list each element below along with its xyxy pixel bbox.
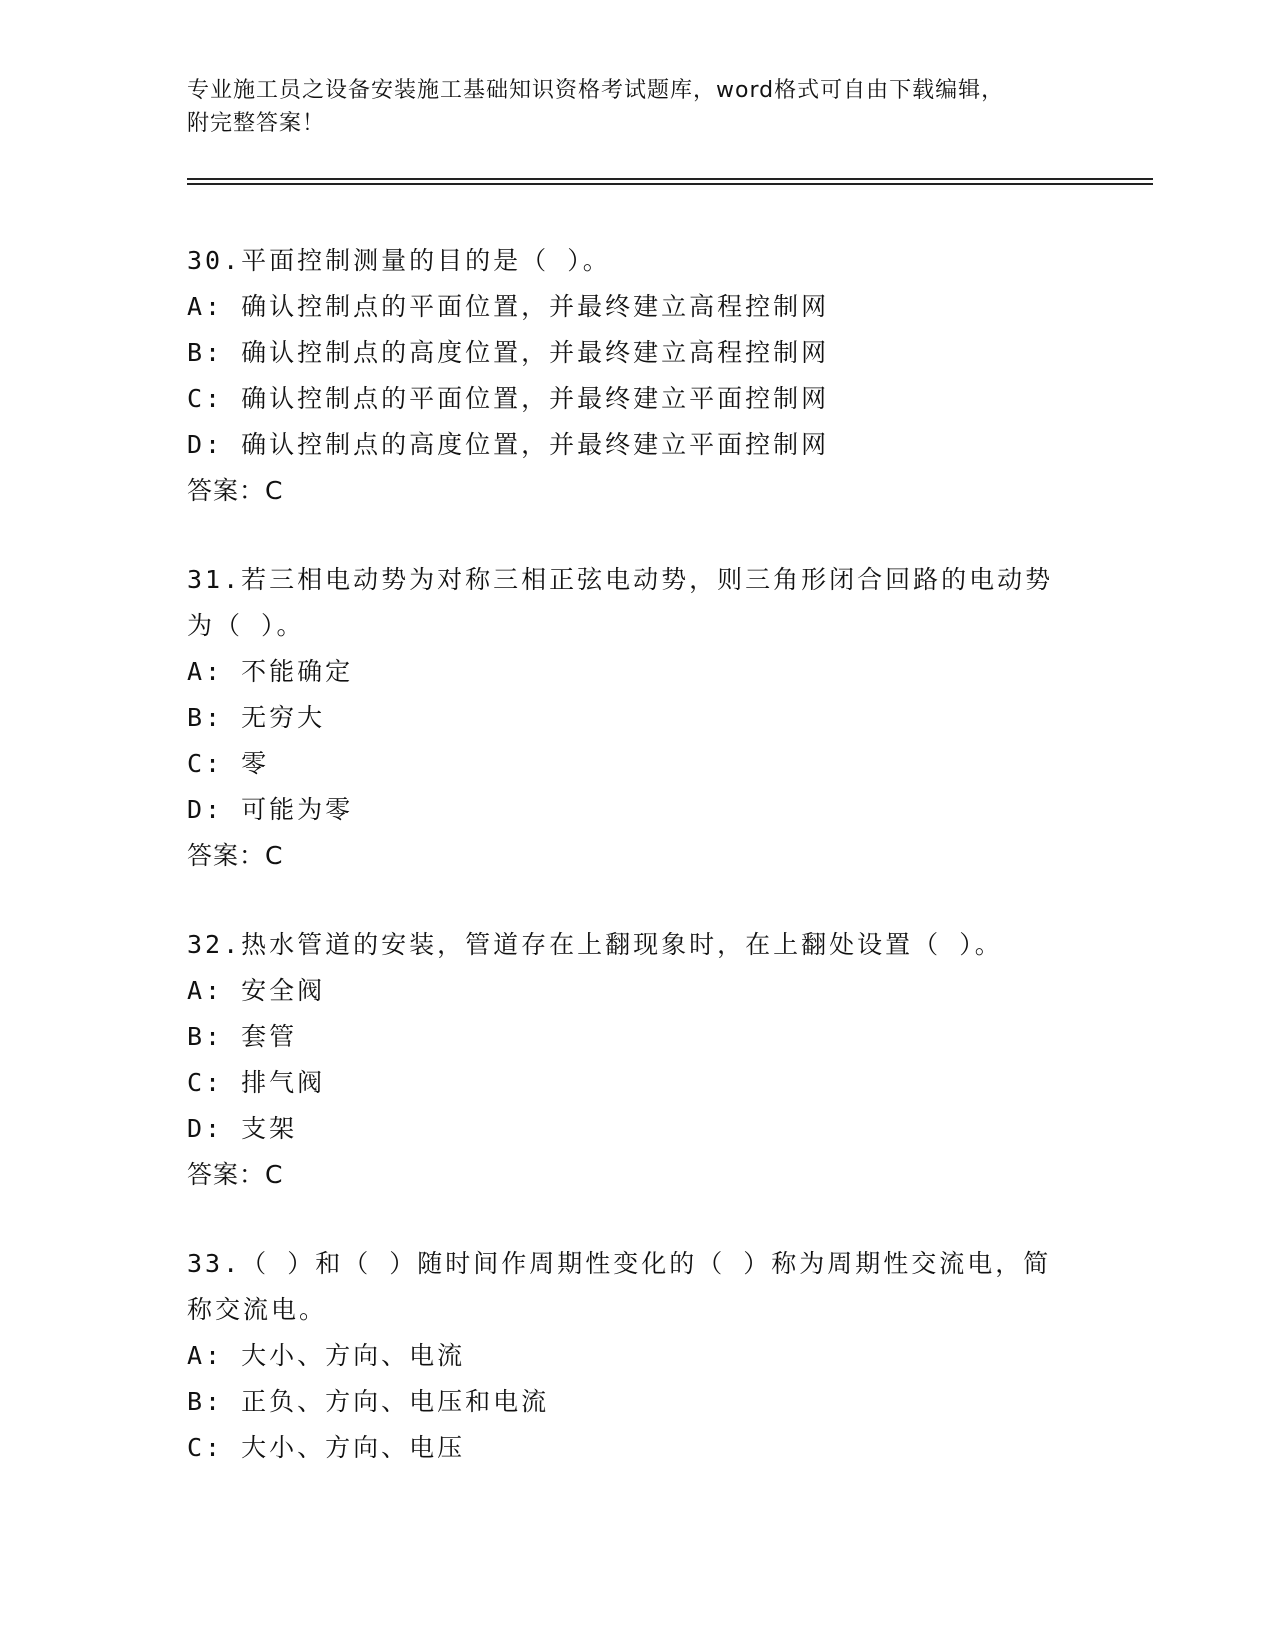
option-a: A: 确认控制点的平面位置，并最终建立高程控制网 [187,292,830,321]
option-c: C: 零 [187,749,270,778]
question-33 [187,1241,1087,1471]
question-31 [187,557,1087,879]
question-stem-continued: 称交流电。 [187,1295,328,1324]
option-c: C: 确认控制点的平面位置，并最终建立平面控制网 [187,384,830,413]
option-b: B: 无穷大 [187,703,326,732]
header-line-1: 专业施工员之设备安装施工基础知识资格考试题库，word格式可自由下载编辑， [187,78,1005,103]
option-a: A: 安全阀 [187,976,326,1005]
question-32 [187,922,1087,1198]
question-stem: 31.若三相电动势为对称三相正弦电动势，则三角形闭合回路的电动势 [187,565,1054,594]
option-c: C: 大小、方向、电压 [187,1433,466,1462]
answer-line: 答案：C [187,476,284,505]
document-header [187,74,1087,140]
option-a: A: 大小、方向、电流 [187,1341,466,1370]
question-30 [187,238,1087,514]
header-divider-top [187,178,1153,180]
question-list [187,238,1087,1514]
option-d: D: 可能为零 [187,795,354,824]
option-a: A: 不能确定 [187,657,354,686]
header-line-2: 附完整答案！ [187,111,326,136]
header-divider-bottom [187,183,1153,185]
option-b: B: 确认控制点的高度位置，并最终建立高程控制网 [187,338,830,367]
option-d: D: 确认控制点的高度位置，并最终建立平面控制网 [187,430,830,459]
question-stem-continued: 为（ ）。 [187,611,305,640]
question-stem: 32.热水管道的安装，管道存在上翻现象时，在上翻处设置（ ）。 [187,930,1003,959]
answer-line: 答案：C [187,841,284,870]
question-stem: 30.平面控制测量的目的是（ ）。 [187,246,611,275]
option-b: B: 套管 [187,1022,298,1051]
option-d: D: 支架 [187,1114,298,1143]
option-b: B: 正负、方向、电压和电流 [187,1387,550,1416]
answer-line: 答案：C [187,1160,284,1189]
option-c: C: 排气阀 [187,1068,326,1097]
question-stem: 33.（ ）和（ ）随时间作周期性变化的（ ）称为周期性交流电，简 [187,1249,1052,1278]
